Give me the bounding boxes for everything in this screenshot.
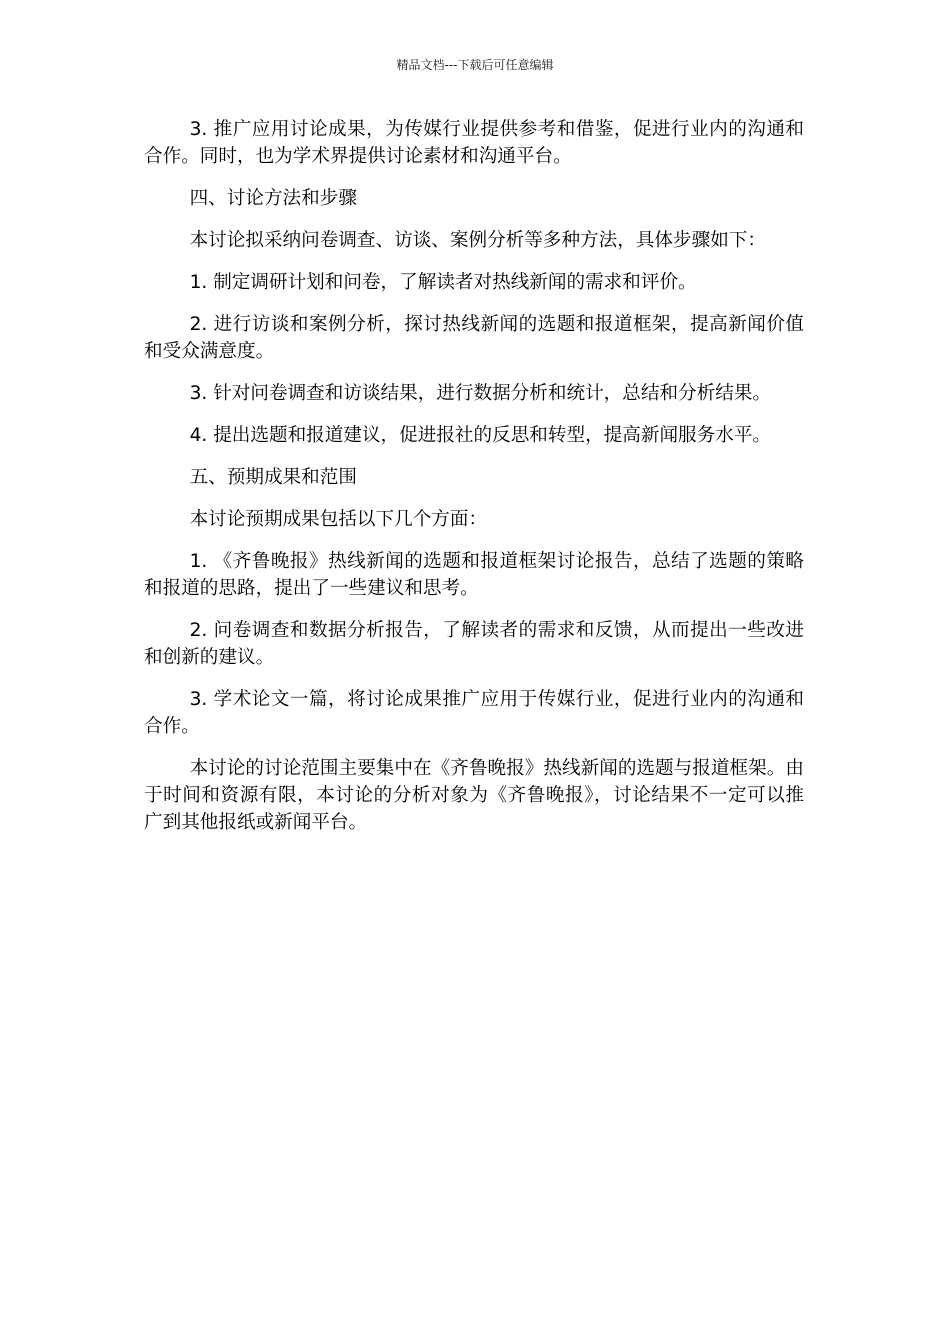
section-heading-methods: 四、讨论方法和步骤 (189, 188, 357, 209)
paragraph-goal-3: 3. 推广应用讨论成果，为传媒行业提供参考和借鉴，促进行业内的沟通和合作。同时，也为学术界提供讨论素材和沟通平台。 (144, 119, 804, 167)
paragraph-outcomes-intro: 本讨论预期成果包括以下几个方面： (189, 509, 488, 530)
section-heading-outcomes: 五、预期成果和范围 (189, 467, 357, 488)
paragraph-step-2: 2. 进行访谈和案例分析，探讨热线新闻的选题和报道框架，提高新闻价值和受众满意度。 (144, 314, 804, 362)
paragraph-scope: 本讨论的讨论范围主要集中在《齐鲁晚报》热线新闻的选题与报道框架。由于时间和资源有限，本讨论的分析对象为《齐鲁晚报》，讨论结果不一定可以推广到其他报纸或新闻平台。 (144, 758, 804, 833)
paragraph-step-4: 4. 提出选题和报道建议，促进报社的反思和转型，提高新闻服务水平。 (189, 425, 772, 446)
document-body (144, 116, 804, 851)
page-header: 精品文档---下载后可任意编辑 (396, 58, 554, 72)
paragraph-methods-intro: 本讨论拟采纳问卷调查、访谈、案例分析等多种方法，具体步骤如下： (189, 230, 766, 251)
paragraph-outcome-3: 3. 学术论文一篇，将讨论成果推广应用于传媒行业，促进行业内的沟通和合作。 (144, 689, 804, 737)
paragraph-step-3: 3. 针对问卷调查和访谈结果，进行数据分析和统计，总结和分析结果。 (189, 383, 772, 404)
paragraph-outcome-2: 2. 问卷调查和数据分析报告，了解读者的需求和反馈，从而提出一些改进和创新的建议。 (144, 620, 804, 668)
paragraph-step-1: 1. 制定调研计划和问卷，了解读者对热线新闻的需求和评价。 (189, 272, 697, 293)
paragraph-outcome-1: 1. 《齐鲁晚报》热线新闻的选题和报道框架讨论报告，总结了选题的策略和报道的思路，提出了一些建议和思考。 (144, 551, 804, 599)
